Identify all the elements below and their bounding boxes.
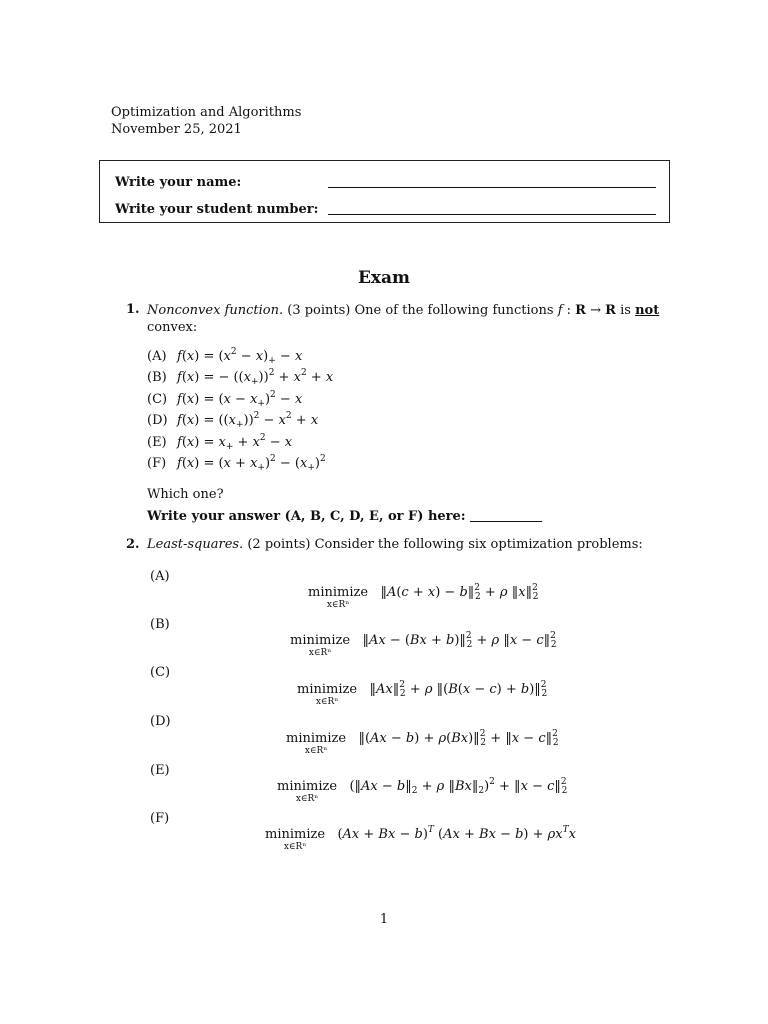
- q1-option-b: (B) f(x) = − $((x_+))^2 + x^2 + x$: [147, 368, 334, 387]
- q1-answer-prompt: Write your answer (A, B, C, D, E, or F) here:: [147, 509, 466, 524]
- q2-label-e: (E): [150, 763, 170, 778]
- q2-points: (2 points) Consider the following six optimization problems:: [247, 537, 643, 552]
- q1-option-a: (A) $f(x) = (x^2 - x)_+ - x$: [147, 347, 303, 366]
- q2-label-a: (A): [150, 569, 170, 584]
- page-title: Exam: [357, 268, 411, 288]
- q2-title: Least-squares.: [147, 537, 244, 552]
- q2-problem-a: minimize x∈Rⁿ ‖A(c + x) − b‖$^2_2$ + ρ ‖x‖$^2_2$: [308, 583, 539, 610]
- q2-number: 2.: [126, 537, 140, 552]
- q2-problem-c: minimize x∈Rⁿ ‖Ax‖$^2_2$ + ρ ‖(B(x − c) + b)‖$^2_2$: [297, 680, 548, 707]
- name-label: Write your name:: [115, 175, 242, 190]
- q1-is: is: [620, 303, 631, 318]
- q1-func-sig: f : R → R: [557, 303, 616, 318]
- course-title: Optimization and Algorithms: [111, 105, 302, 120]
- q1-statement: [147, 302, 667, 336]
- q1-answer-field[interactable]: [470, 509, 542, 522]
- q2-problem-d: minimize x∈Rⁿ ‖(Ax − b) + ρ(Bx)‖$^2_2$ + ‖x − c‖$^2_2$: [286, 729, 559, 756]
- q1-not: not: [635, 303, 660, 318]
- q1-number: 1.: [126, 302, 140, 317]
- q2-problem-e: minimize x∈Rⁿ (‖Ax − $b‖_2 + \rho$ $‖Bx‖_2)^2$ + ‖x − c‖$^2_2$: [277, 777, 568, 804]
- student-number-label: Write your student number:: [115, 202, 319, 217]
- q1-answer-row: [147, 509, 542, 524]
- q1-which: Which one?: [147, 487, 224, 502]
- q1-convex: convex:: [147, 320, 198, 335]
- q1-option-c: (C) $f(x) = (x - x_+)^2 - x$: [147, 390, 303, 409]
- q1-option-f: (F) $f(x) = (x + x_+)^2 - (x_+)^2$: [147, 454, 326, 473]
- q1-points: (3 points) One of the following functions: [287, 303, 554, 318]
- q2-statement: [147, 537, 643, 552]
- q1-option-d: (D) $f(x) = ((x_+))^2 - x^2 + x$: [147, 411, 319, 430]
- name-field[interactable]: [328, 187, 656, 188]
- page-number: 1: [379, 912, 389, 927]
- student-number-field[interactable]: [328, 214, 656, 215]
- q2-label-b: (B): [150, 617, 170, 632]
- q2-problem-b: minimize x∈Rⁿ ‖Ax − (Bx + b)‖$^2_2$ + ρ ‖x − c‖$^2_2$: [290, 631, 557, 658]
- exam-date: November 25, 2021: [111, 122, 242, 137]
- q1-option-e: (E) $f(x) = x_+ + x^2 - x$: [147, 433, 293, 452]
- q2-label-d: (D): [150, 714, 171, 729]
- q1-title: Nonconvex function.: [147, 303, 284, 318]
- q2-label-f: (F): [150, 811, 170, 826]
- q2-problem-f: minimize x∈Rⁿ $(Ax + Bx - b)^T$ $(Ax + Bx - b) + \rho x^Tx$: [265, 825, 576, 852]
- q2-label-c: (C): [150, 665, 171, 680]
